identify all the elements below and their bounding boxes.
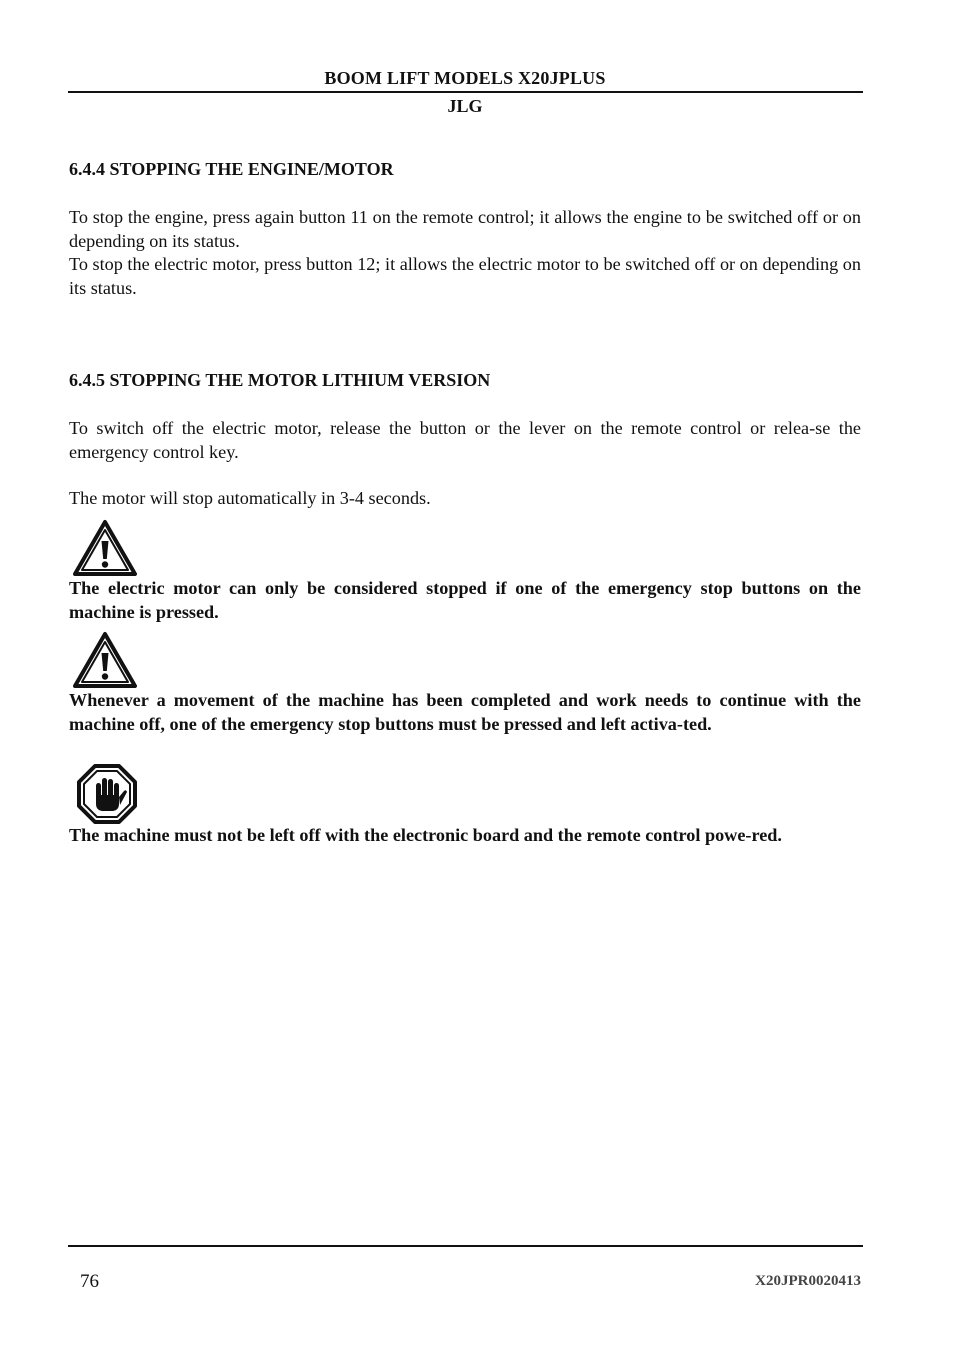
section-6-4-5-paragraph-2: The motor will stop automatically in 3-4 seconds. (69, 488, 431, 508)
notice-text-1: The electric motor can only be considered stopped if one of the emergency stop buttons on the machine is pressed. (69, 578, 861, 622)
warning-triangle-icon (72, 519, 138, 582)
header-divider (68, 91, 863, 93)
document-code: X20JPR0020413 (755, 1273, 861, 1289)
section-6-4-4-paragraph-1: To stop the engine, press again button 11 on the remote control; it allows the engine to be switched off or on depending on its status. (69, 207, 861, 251)
section-6-4-4-paragraph-2: To stop the electric motor, press button 12; it allows the electric motor to be switched off or on depending on its status. (69, 254, 861, 298)
section-6-4-5-paragraph-1: To switch off the electric motor, release the button or the lever on the remote control or relea-se the emergency control key. (69, 418, 861, 462)
stop-hand-icon (77, 764, 137, 829)
page-number: 76 (80, 1271, 99, 1292)
notice-text-3: The machine must not be left off with the electronic board and the remote control powe-red. (69, 825, 782, 845)
warning-triangle-icon (72, 631, 138, 694)
footer-divider (68, 1245, 863, 1247)
header-brand: JLG (447, 96, 483, 116)
section-heading-6-4-5: 6.4.5 STOPPING THE MOTOR LITHIUM VERSION (69, 370, 491, 390)
section-heading-6-4-4: 6.4.4 STOPPING THE ENGINE/MOTOR (69, 159, 394, 179)
notice-text-2: Whenever a movement of the machine has been completed and work needs to continue with the machine off, one of the emergency stop buttons must be pressed and left activa-ted. (69, 690, 861, 734)
header-title: BOOM LIFT MODELS X20JPLUS (324, 68, 606, 88)
